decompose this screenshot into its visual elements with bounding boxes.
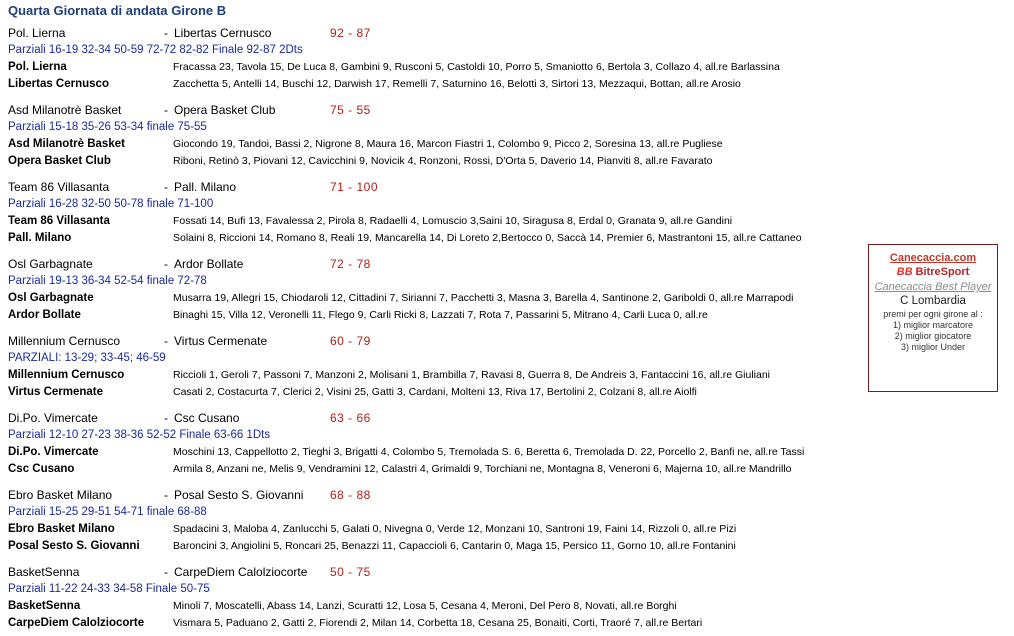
home-team-name: BasketSenna [8,565,80,579]
final-score: 92 - 87 [330,26,371,40]
home-roster-players: Fracassa 23, Tavola 15, De Luca 8, Gambini 9, Rusconi 5, Castoldi 10, Porro 5, Smaniotto 6, Bertola 3, Collazo 4, all.re Barlassina [173,61,780,73]
partial-scores: Parziali 11-22 24-33 34-58 Finale 50-75 [8,583,210,595]
best-player-label: Canecaccia Best Player [874,281,992,293]
brand-name: BitreSport [915,266,970,278]
game-block [8,564,858,632]
match-separator: - [164,411,168,425]
final-score: 50 - 75 [330,565,371,579]
partial-scores: Parziali 15-18 35-26 53-34 finale 75-55 [8,121,207,133]
away-team-name: Posal Sesto S. Giovanni [174,488,304,502]
away-roster-players: Binaghi 15, Villa 12, Veronelli 11, Flego 9, Carli Ricki 8, Lazzati 7, Rota 7, Passarini 5, Mitrano 4, Carli Luca 0, all.re [173,309,708,321]
away-roster-players: Baroncini 3, Angiolini 5, Roncari 25, Benazzi 11, Capaccioli 6, Cantarin 0, Maga 15, Persico 11, Gorno 10, all.re Fontanini [173,540,736,552]
match-separator: - [164,103,168,117]
home-roster-players: Minoli 7, Moscatelli, Abass 14, Lanzi, Scuratti 12, Losa 5, Cesana 4, Meroni, Del Pero 8, Novati, all.re Borghi [173,600,677,612]
away-roster-row [8,76,858,93]
home-roster-row [8,213,858,230]
away-roster-players: Vismara 5, Paduano 2, Gatti 2, Fiorendi 2, Milan 14, Corbetta 18, Cesana 25, Bonaiti, Corti, Traoré 7, all.re Bertari [173,617,703,629]
home-roster-row [8,59,858,76]
away-team-name: Ardor Bollate [174,257,244,271]
away-roster-players: Armila 8, Anzani ne, Melis 9, Vendramini 12, Calastri 4, Grimaldi 9, Torchiani ne, Montagna 8, Veneroni 6, Majerna 10, all.re Mandrillo [173,463,792,475]
home-roster-team: Asd Milanotrè Basket [8,138,125,150]
match-separator: - [164,26,168,40]
match-row [8,487,858,504]
away-roster-row [8,384,858,401]
prize-line: 3) miglior Under [900,342,966,352]
game-block [8,410,858,478]
away-roster-team: Opera Basket Club [8,155,111,167]
away-roster-row [8,615,858,632]
sponsor-banner[interactable] [868,244,998,392]
home-roster-team: Ebro Basket Milano [8,523,115,535]
game-block [8,25,858,93]
away-team-name: Opera Basket Club [174,103,276,117]
match-row [8,410,858,427]
away-roster-team: Csc Cusano [8,463,75,475]
final-score: 71 - 100 [330,180,379,194]
away-team-name: Csc Cusano [174,411,240,425]
home-roster-row [8,290,858,307]
away-roster-row [8,461,858,478]
away-roster-team: Pall. Milano [8,232,72,244]
sponsor-brand [869,266,997,278]
away-roster-team: Libertas Cernusco [8,78,109,90]
home-roster-row [8,521,858,538]
home-roster-team: Millennium Cernusco [8,369,125,381]
final-score: 60 - 79 [330,334,371,348]
final-score: 63 - 66 [330,411,371,425]
partial-scores: Parziali 19-13 36-34 52-54 finale 72-78 [8,275,207,287]
partial-scores: Parziali 15-25 29-51 54-71 finale 68-88 [8,506,207,518]
home-roster-players: Giocondo 19, Tandoi, Bassi 2, Nigrone 8, Maura 16, Marcon Fiastri 1, Colombo 9, Picco 2, Soresina 13, all.re Pugliese [173,138,723,150]
match-row [8,256,858,273]
home-roster-players: Spadacini 3, Maloba 4, Zanlucchi 5, Galati 0, Nivegna 0, Verde 12, Monzani 10, Santroni 19, Faini 14, Rizzoli 0, all.re Pizi [173,523,737,535]
home-team-name: Ebro Basket Milano [8,488,113,502]
page-title: Quarta Giornata di andata Girone B [8,3,227,18]
home-roster-team: Di.Po. Vimercate [8,446,99,458]
away-team-name: Libertas Cernusco [174,26,272,40]
match-row [8,333,858,350]
away-roster-row [8,230,858,247]
home-team-name: Di.Po. Vimercate [8,411,98,425]
game-block [8,179,858,247]
game-block [8,256,858,324]
home-roster-team: Osl Garbagnate [8,292,94,304]
partial-scores: PARZIALI: 13-29; 33-45; 46-59 [8,352,166,364]
home-roster-row [8,136,858,153]
home-roster-team: Team 86 Villasanta [8,215,110,227]
match-row [8,25,858,42]
match-separator: - [164,488,168,502]
home-team-name: Millennium Cernusco [8,334,121,348]
away-roster-row [8,307,858,324]
final-score: 75 - 55 [330,103,371,117]
home-roster-players: Fossati 14, Bufi 13, Favalessa 2, Pirola 8, Radaelli 4, Lomuscio 3,Saini 10, Siragusa 8, Erdal 0, Granata 9, all.re Gandini [173,215,733,227]
home-roster-row [8,444,858,461]
away-roster-players: Casati 2, Costacurta 7, Clerici 2, Visini 25, Gatti 3, Cardani, Molteni 13, Riva 17, Bertolini 2, Colzani 8, all.re Aiolfi [173,386,697,398]
home-team-name: Pol. Lierna [8,26,66,40]
away-team-name: Virtus Cermenate [174,334,268,348]
away-roster-players: Zacchetta 5, Antelli 14, Buschi 12, Darwish 17, Remelli 7, Saturnino 16, Belotti 3, Sirtori 13, Mezzaqui, Bottan, all.re Arosio [173,78,741,90]
region-label: C Lombardia [900,295,966,307]
match-separator: - [164,565,168,579]
away-team-name: Pall. Milano [174,180,237,194]
away-roster-team: Virtus Cermenate [8,386,104,398]
game-block [8,487,858,555]
away-roster-row [8,153,858,170]
match-separator: - [164,334,168,348]
partial-scores: Parziali 12-10 27-23 38-36 52-52 Finale 63-66 1Dts [8,429,271,441]
home-roster-team: Pol. Lierna [8,61,67,73]
final-score: 72 - 78 [330,257,371,271]
away-roster-row [8,538,858,555]
partial-scores: Parziali 16-19 32-34 50-59 72-72 82-82 Finale 92-87 2Dts [8,44,303,56]
match-row [8,102,858,119]
final-score: 68 - 88 [330,488,371,502]
match-separator: - [164,180,168,194]
away-roster-team: Posal Sesto S. Giovanni [8,540,140,552]
home-roster-row [8,367,858,384]
game-block [8,102,858,170]
away-team-name: CarpeDiem Calolziocorte [174,565,308,579]
game-block [8,333,858,401]
match-row [8,179,858,196]
brand-logo-icon: BB [896,266,913,278]
partial-scores: Parziali 16-28 32-50 50-78 finale 71-100 [8,198,214,210]
home-team-name: Team 86 Villasanta [8,180,110,194]
sponsor-site[interactable]: Canecaccia.com [889,252,977,264]
prize-line: 1) miglior marcatore [892,320,974,330]
home-team-name: Asd Milanotrè Basket [8,103,122,117]
home-roster-row [8,598,858,615]
away-roster-team: Ardor Bollate [8,309,81,321]
prize-line: 2) miglior giocatore [894,331,972,341]
away-roster-team: CarpeDiem Calolziocorte [8,617,145,629]
home-team-name: Osl Garbagnate [8,257,93,271]
prizes-intro: premi per ogni girone al : [883,309,983,319]
match-row [8,564,858,581]
match-separator: - [164,257,168,271]
home-roster-team: BasketSenna [8,600,81,612]
away-roster-players: Riboni, Retinò 3, Piovani 12, Cavicchini 9, Novicik 4, Ronzoni, Rossi, D'Orta 5, Daverio 14, Pianviti 8, all.re Favarato [173,155,713,167]
home-roster-players: Musarra 19, Allegri 15, Chiodaroli 12, Cittadini 7, Sirianni 7, Pacchetti 3, Masna 3, Barella 4, Santinone 2, Gariboldi 0, all.re Marrapodi [173,292,794,304]
home-roster-players: Riccioli 1, Geroli 7, Passoni 7, Manzoni 2, Molisani 1, Brambilla 7, Ravasi 8, Guerra 8, De Andreis 3, Fantaccini 16, all.re Giuliani [173,369,771,381]
home-roster-players: Moschini 13, Cappellotto 2, Tieghi 3, Brigatti 4, Colombo 5, Tremolada S. 6, Beretta 6, Tremolada D. 22, Porcello 2, Banfi ne, all.re Tassi [173,446,805,458]
away-roster-players: Solaini 8, Riccioni 14, Romano 8, Reali 19, Mancarella 14, Di Loreto 2,Bertocco 0, Saccà 14, Premier 6, Mastrantoni 15, all.re Cattaneo [173,232,802,244]
